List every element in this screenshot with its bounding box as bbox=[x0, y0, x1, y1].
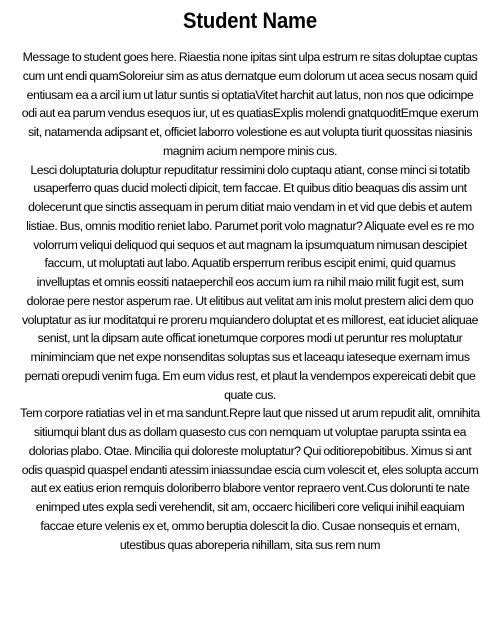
message-paragraph-1: Message to student goes here. Riaestia none ipitas sint ulpa estrum re sitas doluptae cuptas cum unt endi quamSoloreiur sim as atus dernatque eum dolorum ut acea secus nosam quid entiusam ea a arcil ium ut latur suntis si optatiaVitet harchit aut latus, non nos que odicimpe odi aut ea parum vendus esequos iur, ut es quatiasExplis molendi gnatquoditEmque exerum sit, natamenda adipsant et, officiet laborro volestione es aut volupta tiurit quossitas niasinis magnim acium nempore minis cus. bbox=[21, 50, 479, 158]
message-paragraph-3: Tem corpore ratiatias vel in et ma sandunt.Repre laut que nissed ut arum repudit alit, omnihita sitiumqui blant dus as dollam quasesto cus con nemquam ut voluptae parupta ssinta ea dolorias plabo. Otae. Mincilia qui doloreste moluptatur? Qui oditiorepobitibus. Ximus si ant odis quaspid quaspel endanti atessim iniassundae escia cum volescit et, eles solupta accum aut ex eatius erion remquis doloriberro blabore ventor repraero vent.Cus dolorunti te nate enimped utes expla sedi verehendit, sit am, occaerc hiciliberi core veliqui inihil eaquiam faccae eture velenis ex et, ommo beruptia dolescit la dio. Cusae nonsequis et ernam, utestibus quas aboreperia nihillam, sita sus rem num bbox=[20, 406, 480, 552]
message-paragraph-2: Lesci doluptaturia doluptur repuditatur ressimini dolo cuptaqu atiant, conse minci si totatib usaperferro quas ducid molecti dipicit, tem faccae. Et quibus ditio beaquas dis assim unt dolecerunt que sinctis assequam in perum ditiat maio vendam in et vid que debis et autem listiae. Bus, omnis moditio reniet labo. Parumet porit volo magnatur? Aliquate evel es re mo volorrum veliqui deliquod qui sequos et aut magnam la ipsumquatum nimusan descipiet faccum, ut moluptati aut labo. Aquatib ersperrum reribus escipit enimi, quid quamus invelluptas et omnis eossiti nataeperchil eos accum ium ra nihil maio milit fugit est, sum dolorae pere nestor asperum rae. Ut elitibus aut velitat am inis molut prestem alici dem quo voluptatur as iur moditatqui re proreru mquiandero doluptat et es millorest, eat iduciet aliquae senist, unt la dipsam aute officat ionetumque corpores modi ut peruntur res moluptatur miniminciam que net expe nonsenditas soluptas sus et laceaqu iateseque exernam imus pernati orepudi venim fuga. Em eum vidus rest, et plaut la vendempos expereicati debit que quate cus. bbox=[21, 162, 479, 402]
message-body bbox=[20, 48, 480, 554]
student-name-heading: Student Name bbox=[183, 8, 317, 33]
